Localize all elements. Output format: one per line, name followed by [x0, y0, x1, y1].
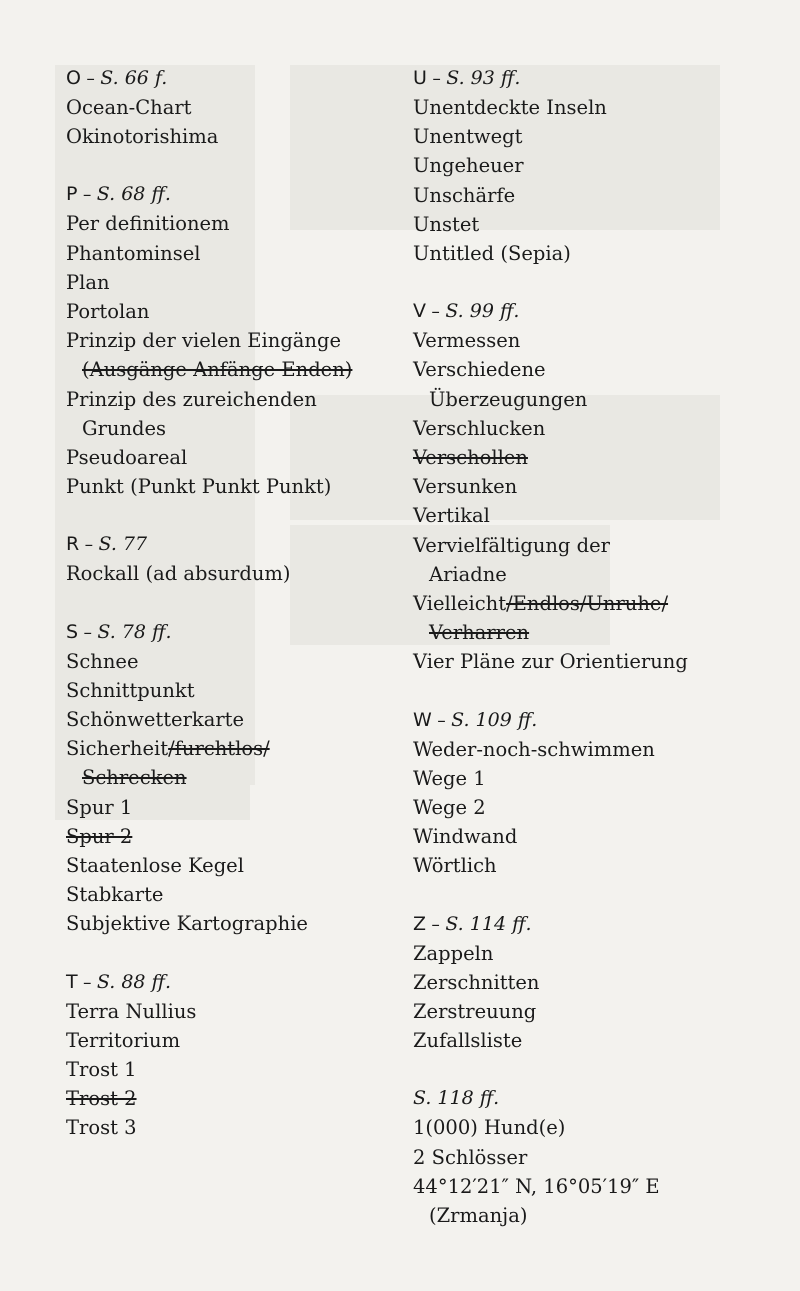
index-entry: [413, 122, 783, 151]
entry-text: Rockall (ad absurdum): [66, 562, 291, 586]
struck-text: Trost 2: [66, 1087, 137, 1111]
index-entry-continuation: [66, 763, 386, 792]
entry-text: Trost 1: [66, 1058, 137, 1082]
index-section: [413, 910, 783, 1056]
index-section: [413, 706, 783, 881]
index-entry-continuation: [413, 1201, 783, 1230]
entry-text: Ariadne: [429, 562, 507, 586]
entry-text: Ocean-Chart: [66, 96, 192, 119]
entry-text: Untitled (Sepia): [413, 242, 571, 266]
index-entry: [413, 997, 783, 1026]
entry-text: Weder-noch-schwimmen: [413, 737, 655, 761]
struck-text: /Endlos/Unruhe/: [506, 592, 669, 616]
index-entry: [413, 531, 783, 560]
index-entry: [66, 93, 386, 122]
entry-text: 44°12′21″ N, 16°05′19″ E: [413, 1174, 660, 1198]
section-page-ref: S. 88 ff.: [96, 970, 172, 993]
index-entry: [66, 851, 386, 880]
entry-text: Territorium: [66, 1028, 181, 1052]
section-letter: V: [413, 300, 426, 323]
entry-text: Wege 2: [413, 796, 486, 820]
index-entry: [413, 764, 783, 793]
index-entry: [413, 181, 783, 210]
entry-text: Prinzip der vielen Eingänge: [66, 329, 342, 353]
entry-text: Wege 1: [413, 766, 486, 790]
entry-text: Verschlucken: [413, 416, 546, 440]
index-entry-continuation: [413, 618, 783, 647]
index-section: [66, 618, 386, 939]
index-section: [413, 64, 783, 268]
index-entry: [66, 705, 386, 734]
index-entry: [413, 1172, 783, 1201]
entry-text: Vertikal: [413, 504, 490, 528]
index-entry: [413, 501, 783, 530]
index-entry: [413, 151, 783, 180]
index-entry: [413, 443, 783, 472]
section-dash: –: [79, 535, 99, 556]
entry-text: Terra Nullius: [66, 999, 197, 1023]
entry-text: (Zrmanja): [429, 1204, 528, 1228]
index-section: [66, 530, 386, 588]
index-entry: [413, 822, 783, 851]
index-entry: [66, 559, 386, 588]
index-entry: [413, 968, 783, 997]
index-entry-continuation: [413, 560, 783, 589]
section-page-ref: S. 68 ff.: [96, 183, 171, 206]
entry-text: Zappeln: [413, 941, 494, 965]
entry-text: Subjektive Kartographie: [66, 912, 308, 936]
entry-text: Portolan: [66, 300, 150, 324]
index-entry: [66, 1084, 386, 1113]
entry-text: Vielleicht: [413, 592, 507, 616]
entry-text: Versunken: [413, 475, 518, 499]
entry-text: Überzeugungen: [429, 387, 588, 411]
entry-text: Phantominsel: [66, 241, 201, 265]
index-entry: [413, 355, 783, 384]
index-section: [66, 968, 386, 1143]
entry-text: Zerstreuung: [413, 1000, 537, 1024]
entry-text: Vermessen: [413, 329, 521, 353]
section-heading: [66, 64, 386, 93]
section-page-ref: S. 93 ff.: [446, 67, 521, 89]
entry-text: Wörtlich: [413, 854, 497, 878]
section-letter: T: [66, 970, 78, 993]
section-page-ref: S. 118 ff.: [413, 1087, 500, 1110]
section-dash: –: [431, 710, 452, 731]
index-entry-continuation: [66, 414, 386, 443]
section-heading: [413, 297, 783, 326]
index-entry: [66, 734, 386, 763]
index-entry-continuation: [66, 355, 386, 384]
index-entry: [413, 793, 783, 822]
index-entry: [413, 472, 783, 501]
entry-text: Grundes: [82, 416, 167, 440]
entry-text: Spur 1: [66, 795, 133, 819]
index-entry: [413, 939, 783, 968]
entry-text: Verschiedene: [413, 358, 546, 382]
entry-text: Unentdeckte Inseln: [413, 96, 607, 119]
entry-text: Punkt (Punkt Punkt Punkt): [66, 475, 332, 499]
section-dash: –: [426, 302, 446, 323]
index-entry: [66, 297, 386, 326]
section-dash: –: [80, 69, 101, 89]
index-entry: [66, 443, 386, 472]
index-entry: [66, 997, 386, 1026]
entry-text: Sicherheit: [66, 737, 169, 761]
index-section: [413, 297, 783, 676]
section-letter: U: [413, 67, 427, 89]
entry-text: Staatenlose Kegel: [66, 854, 244, 878]
index-entry: [66, 472, 386, 501]
index-column-right: [413, 64, 783, 1259]
section-heading: [413, 64, 783, 93]
entry-text: Unstet: [413, 212, 480, 236]
entry-text: Zerschnitten: [413, 970, 540, 994]
entry-text: Schnee: [66, 649, 139, 673]
index-entry: [66, 822, 386, 851]
struck-text: Spur 2: [66, 824, 133, 848]
section-heading: [413, 910, 783, 939]
section-page-ref: S. 114 ff.: [445, 912, 532, 935]
section-dash: –: [77, 972, 97, 993]
section-letter: S: [66, 620, 79, 643]
entry-text: Ungeheuer: [413, 154, 524, 178]
entry-text: Unentwegt: [413, 125, 523, 149]
index-entry: [413, 1143, 783, 1172]
index-entry: [66, 326, 386, 355]
entry-text: Stabkarte: [66, 883, 164, 907]
entry-text: Vier Pläne zur Orientierung: [413, 650, 688, 674]
index-entry: [66, 676, 386, 705]
index-entry: [66, 647, 386, 676]
section-heading: [66, 968, 386, 997]
entry-text: Vervielfältigung der: [413, 533, 610, 557]
section-dash: –: [77, 185, 97, 206]
section-heading: [66, 180, 386, 209]
entry-text: 1(000) Hund(e): [413, 1116, 566, 1140]
struck-text: /furchtlos/: [168, 737, 270, 761]
index-entry: [66, 268, 386, 297]
section-heading: [413, 706, 783, 735]
entry-text: Okinotorishima: [66, 125, 219, 149]
section-page-ref: S. 77: [98, 533, 148, 556]
index-entry: [413, 1113, 783, 1142]
section-letter: R: [66, 533, 80, 556]
index-section: [66, 180, 386, 501]
index-entry: [413, 647, 783, 676]
section-page-ref: S. 99 ff.: [445, 300, 520, 323]
index-entry: [66, 1113, 386, 1142]
index-entry: [413, 589, 783, 618]
index-entry: [413, 735, 783, 764]
entry-text: Unschärfe: [413, 183, 516, 207]
section-heading: [66, 618, 386, 647]
index-entry: [66, 880, 386, 909]
section-letter: O: [66, 67, 81, 89]
section-heading: [413, 1084, 783, 1113]
struck-text: (Ausgänge Anfänge Enden): [82, 358, 353, 382]
index-entry: [66, 122, 386, 151]
index-entry: [413, 326, 783, 355]
entry-text: Schönwetterkarte: [66, 708, 245, 732]
index-column-left: [66, 64, 386, 1172]
index-entry: [413, 93, 783, 122]
struck-text: Verharren: [429, 621, 530, 645]
index-entry: [66, 385, 386, 414]
section-page-ref: S. 66 f.: [100, 67, 168, 89]
entry-text: Trost 3: [66, 1116, 137, 1140]
index-entry: [413, 1026, 783, 1055]
entry-text: Windwand: [413, 825, 518, 849]
struck-text: Schrecken: [82, 766, 187, 790]
entry-text: Pseudoareal: [66, 446, 188, 470]
section-letter: W: [413, 708, 432, 731]
index-entry: [66, 209, 386, 238]
entry-text: Per definitionem: [66, 212, 230, 236]
index-entry: [66, 793, 386, 822]
index-entry: [66, 909, 386, 938]
index-entry: [66, 1055, 386, 1084]
index-entry: [413, 239, 783, 268]
struck-text: Verschollen: [413, 446, 528, 470]
section-letter: P: [66, 183, 78, 206]
section-page-ref: S. 78 ff.: [97, 620, 172, 643]
entry-text: Schnittpunkt: [66, 678, 195, 702]
entry-text: 2 Schlösser: [413, 1145, 528, 1169]
index-entry-continuation: [413, 385, 783, 414]
index-entry: [413, 210, 783, 239]
index-entry: [66, 239, 386, 268]
index-entry: [413, 851, 783, 880]
section-heading: [66, 530, 386, 559]
entry-text: Zufallsliste: [413, 1029, 523, 1053]
index-section: [413, 1084, 783, 1230]
entry-text: Plan: [66, 270, 110, 294]
section-dash: –: [426, 69, 447, 89]
section-dash: –: [78, 622, 98, 643]
section-dash: –: [426, 914, 446, 935]
index-section: [66, 64, 386, 151]
section-letter: Z: [413, 912, 427, 935]
index-entry: [66, 1026, 386, 1055]
index-entry: [413, 414, 783, 443]
entry-text: Prinzip des zureichenden: [66, 387, 317, 411]
section-page-ref: S. 109 ff.: [451, 708, 538, 731]
